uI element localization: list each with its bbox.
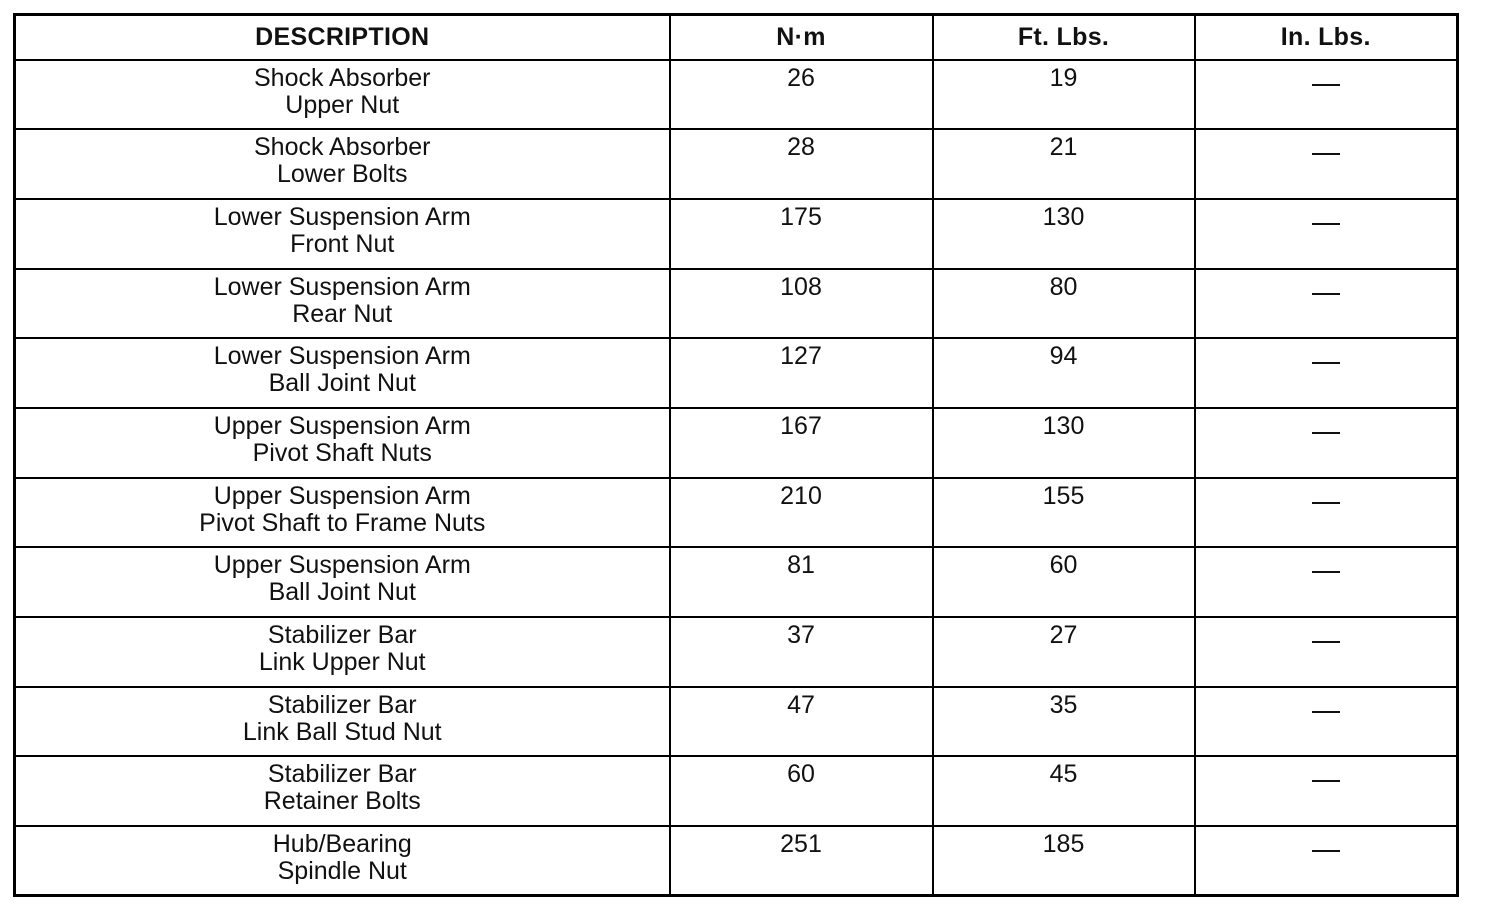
ft-lbs-value: 27 [1049,621,1078,649]
header-ft-lbs: Ft. Lbs. [933,15,1195,60]
description-line-2: Lower Bolts [276,160,408,189]
description-cell [15,687,670,757]
in-lbs-cell [1195,478,1458,548]
table-row [15,756,1458,826]
nm-cell [670,478,933,548]
ft-lbs-value: 80 [1049,272,1078,301]
table-row [15,617,1458,687]
description-cell [15,756,670,826]
description-cell [15,60,670,130]
in-lbs-cell [1195,687,1458,757]
description-line-1: Upper Suspension Arm [213,481,471,510]
description-line-2: Ball Joint Nut [268,369,416,398]
in-lbs-cell [1195,547,1458,617]
table-row [15,60,1458,130]
ft-lbs-value: 155 [1042,481,1085,510]
ft-lbs-cell [933,269,1195,339]
in-lbs-dash [1312,850,1340,852]
ft-lbs-cell [933,60,1195,130]
description-line-1: Stabilizer Bar [267,621,417,649]
torque-spec-table [13,13,1459,897]
nm-value: 81 [787,551,815,580]
in-lbs-cell [1195,338,1458,408]
in-lbs-dash [1312,502,1340,504]
nm-value: 175 [780,202,822,231]
table-row [15,199,1458,269]
in-lbs-dash [1312,293,1340,295]
description-cell [15,269,670,339]
description-line-2: Front Nut [290,229,395,258]
description-line-2: Pivot Shaft Nuts [252,438,432,467]
description-cell [15,199,670,269]
description-line-1: Stabilizer Bar [267,690,417,719]
description-line-1: Stabilizer Bar [267,760,417,789]
ft-lbs-value: 19 [1049,63,1078,92]
description-cell [15,826,670,896]
nm-value: 210 [780,481,822,510]
description-cell [15,478,670,548]
header-nm: N·m [670,15,933,60]
description-line-1: Lower Suspension Arm [213,342,471,371]
in-lbs-dash [1312,780,1340,782]
nm-value: 251 [780,830,822,859]
nm-cell [670,129,933,199]
in-lbs-cell [1195,60,1458,130]
table-row [15,269,1458,339]
ft-lbs-value: 45 [1049,760,1078,789]
nm-value: 26 [787,63,815,92]
in-lbs-dash [1312,711,1340,713]
description-cell [15,338,670,408]
description-cell [15,408,670,478]
ft-lbs-value: 185 [1042,830,1085,859]
in-lbs-dash [1312,571,1340,573]
nm-value: 108 [780,272,822,301]
ft-lbs-cell [933,129,1195,199]
description-line-2: Link Ball Stud Nut [242,717,442,746]
description-line-2: Upper Nut [285,90,400,119]
in-lbs-dash [1312,432,1340,434]
nm-cell [670,547,933,617]
nm-cell [670,687,933,757]
nm-value: 167 [780,411,822,440]
nm-value: 60 [787,760,815,789]
in-lbs-cell [1195,199,1458,269]
description-line-1: Upper Suspension Arm [213,411,471,440]
nm-value: 47 [787,690,815,719]
in-lbs-cell [1195,826,1458,896]
ft-lbs-value: 94 [1049,342,1078,371]
ft-lbs-cell [933,408,1195,478]
table-row [15,338,1458,408]
nm-cell [670,60,933,130]
nm-value: 127 [780,342,822,371]
in-lbs-dash [1312,362,1340,364]
description-line-2: Rear Nut [292,299,393,328]
table-row [15,129,1458,199]
in-lbs-dash [1312,641,1340,643]
description-line-2: Link Upper Nut [258,648,426,676]
in-lbs-dash [1312,223,1340,225]
nm-cell [670,617,933,687]
ft-lbs-value: 130 [1042,411,1085,440]
description-cell [15,547,670,617]
description-line-2: Ball Joint Nut [268,578,416,607]
table-row [15,826,1458,896]
nm-cell [670,338,933,408]
in-lbs-cell [1195,756,1458,826]
nm-value: 37 [787,621,815,649]
ft-lbs-value: 21 [1049,133,1078,162]
header-in-lbs: In. Lbs. [1195,15,1458,60]
nm-cell [670,269,933,339]
description-line-2: Spindle Nut [277,857,407,886]
ft-lbs-value: 130 [1042,202,1085,231]
description-cell [15,617,670,687]
table-row [15,408,1458,478]
ft-lbs-value: 35 [1049,690,1078,719]
ft-lbs-cell [933,756,1195,826]
table-row [15,478,1458,548]
description-line-1: Shock Absorber [254,133,431,162]
in-lbs-cell [1195,408,1458,478]
table-row [15,687,1458,757]
ft-lbs-cell [933,338,1195,408]
nm-cell [670,408,933,478]
description-line-1: Hub/Bearing [272,830,412,859]
ft-lbs-cell [933,826,1195,896]
description-line-2: Pivot Shaft to Frame Nuts [199,508,486,537]
nm-cell [670,756,933,826]
table-header-row [15,15,1458,60]
ft-lbs-cell [933,617,1195,687]
nm-value: 28 [787,133,815,162]
in-lbs-cell [1195,129,1458,199]
in-lbs-cell [1195,617,1458,687]
in-lbs-dash [1312,153,1340,155]
nm-cell [670,826,933,896]
description-line-1: Upper Suspension Arm [213,551,471,580]
ft-lbs-value: 60 [1049,551,1078,580]
description-line-1: Lower Suspension Arm [213,202,471,231]
in-lbs-cell [1195,269,1458,339]
in-lbs-dash [1312,84,1340,86]
ft-lbs-cell [933,478,1195,548]
table-row [15,547,1458,617]
table-body [15,60,1458,896]
ft-lbs-cell [933,687,1195,757]
description-cell [15,129,670,199]
description-line-2: Retainer Bolts [263,787,421,816]
description-line-1: Lower Suspension Arm [213,272,471,301]
header-description: DESCRIPTION [15,15,670,60]
nm-cell [670,199,933,269]
description-line-1: Shock Absorber [254,63,431,92]
ft-lbs-cell [933,547,1195,617]
ft-lbs-cell [933,199,1195,269]
